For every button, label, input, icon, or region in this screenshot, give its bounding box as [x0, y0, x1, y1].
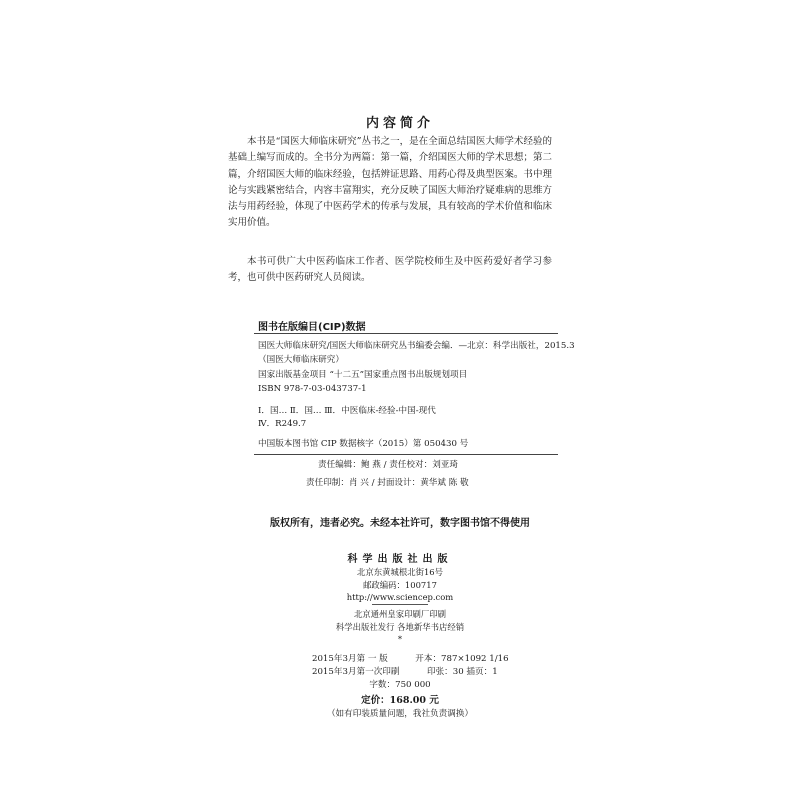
edition-line	[312, 652, 509, 664]
cip-line-isbn: ISBN 978-7-03-043737-1	[258, 384, 367, 394]
cip-header: 图书在版编目(CIP)数据	[258, 322, 366, 333]
cip-line-subjects: Ⅰ．国… Ⅱ．国… Ⅲ．中医临床-经验-中国-现代	[258, 406, 436, 416]
distributor-line: 科学出版社发行 各地新华书店经销	[335, 622, 465, 632]
copyright-notice: 版权所有，违者必究。未经本社许可，数字图书馆不得使用	[270, 518, 530, 529]
cip-line-title: 国医大师临床研究/国医大师临床研究丛书编委会编．—北京：科学出版社，2015.3	[258, 341, 575, 351]
intro-paragraph-2: 本书可供广大中医药临床工作者、医学院校师生及中医药爱好者学习参考，也可供中医药研究人员阅读。	[228, 256, 552, 284]
separator: *	[397, 634, 403, 644]
publisher-name: 科学出版社出版	[347, 554, 453, 565]
cip-line-record: 中国版本图书馆 CIP 数据核字（2015）第 050430 号	[258, 439, 469, 449]
editor-line: 责任编辑：鲍 燕 / 责任校对：刘亚琦	[318, 460, 458, 470]
format: 开本：787×1092 1/16	[415, 654, 509, 664]
cip-line-series: （国医大师临床研究）	[258, 355, 344, 365]
sheets: 印张：30 插页：1	[426, 667, 498, 677]
quality-note: （如有印装质量问题，我社负责调换）	[326, 709, 474, 719]
word-count: 字数：750 000	[369, 680, 431, 690]
first-print: 2015年3月第一次印刷	[312, 667, 400, 677]
intro-title: 内容简介	[365, 116, 434, 131]
cip-block	[228, 318, 575, 456]
printer-line: 北京通州皇家印刷厂印刷	[353, 609, 447, 619]
production-line: 责任印制：肖 兴 / 封面设计：黄华斌 陈 敬	[306, 478, 469, 488]
publisher-address: 北京东黄城根北街16号	[356, 567, 444, 577]
cip-line-classification: Ⅳ．R249.7	[258, 419, 307, 429]
publisher-website: http://www.sciencep.com	[346, 592, 454, 602]
rule-1	[372, 604, 428, 605]
price: 定价：168.00 元	[361, 695, 439, 706]
publisher-postcode: 邮政编码：100717	[363, 580, 437, 590]
cip-line-project: 国家出版基金项目 “十二五”国家重点图书出版规划项目	[258, 370, 468, 380]
first-edition: 2015年3月第 一 版	[312, 654, 388, 664]
print-line	[312, 665, 498, 677]
intro-paragraph-1: 本书是“国医大师临床研究”丛书之一，是在全面总结国医大师学术经验的基础上编写而成的。全书分为两篇：第一篇，介绍国医大师的学术思想；第二篇，介绍国医大师的临床经验，包括辨证思路、用药心得及典型医案。书中理论与实践紧密结合，内容丰富翔实，充分反映了国医大师治疗疑难病的思维方法与用药经验，体现了中医药学术的传承与发展，具有较高的学术价值和临床实用价值。	[228, 136, 552, 229]
